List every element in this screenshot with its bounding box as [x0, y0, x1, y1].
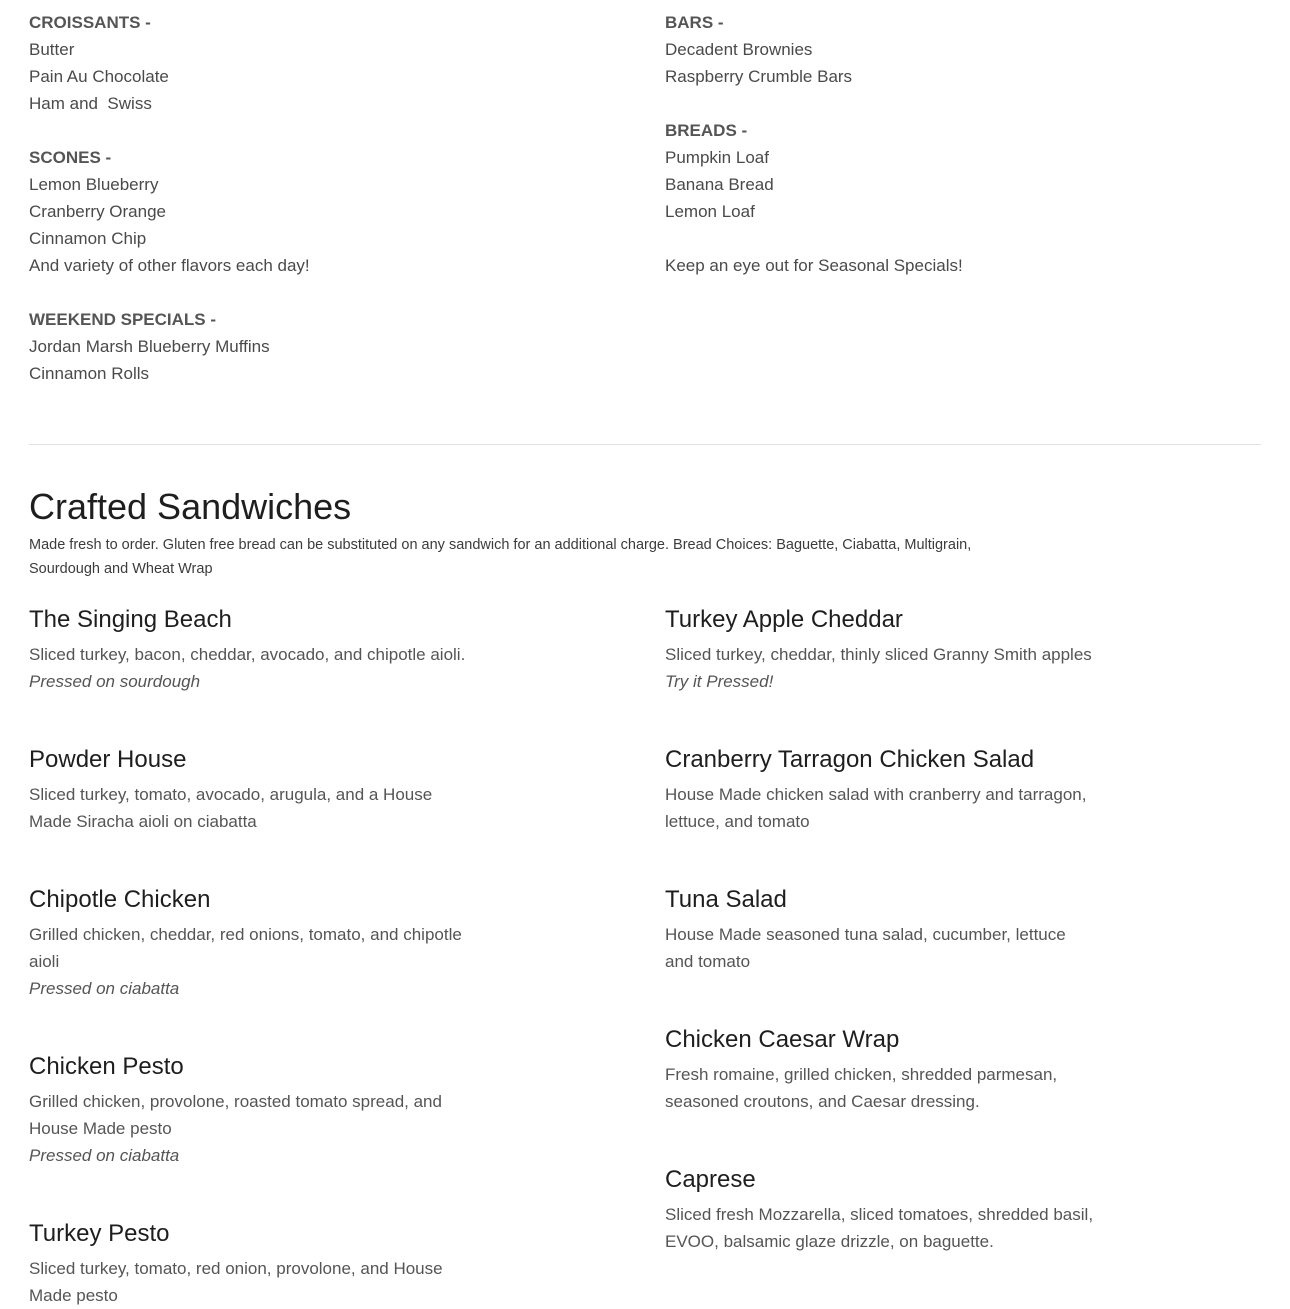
menu-item-caprese: [665, 1165, 1105, 1255]
menu-item-note: Pressed on ciabatta: [29, 979, 180, 998]
menu-item-description: Sliced fresh Mozzarella, sliced tomatoes, shredded basil, EVOO, balsamic glaze drizzle, on baguette.: [665, 1205, 1094, 1251]
menu-item-description: Sliced turkey, cheddar, thinly sliced Granny Smith apples: [665, 645, 1092, 664]
group-heading: SCONES -: [29, 148, 112, 167]
menu-item-chipotle-chicken: [29, 885, 469, 1002]
menu-item-description: Fresh romaine, grilled chicken, shredded parmesan, seasoned croutons, and Caesar dressing.: [665, 1065, 1058, 1111]
menu-item-powder-house: [29, 745, 469, 835]
list-item: Cinnamon Chip: [29, 229, 147, 248]
list-item: Decadent Brownies: [665, 40, 813, 59]
menu-item-cranberry-tarragon-chicken-salad: [665, 745, 1095, 835]
menu-item-name: Powder House: [29, 746, 187, 773]
menu-item-note: Try it Pressed!: [665, 672, 774, 691]
list-item: And variety of other flavors each day!: [29, 256, 310, 275]
menu-item-description: House Made chicken salad with cranberry and tarragon, lettuce, and tomato: [665, 785, 1087, 831]
list-item: Lemon Loaf: [665, 202, 755, 221]
group-heading: BARS -: [665, 13, 724, 32]
list-item: Pain Au Chocolate: [29, 67, 169, 86]
group-heading: CROISSANTS -: [29, 13, 151, 32]
menu-item-the-singing-beach: [29, 605, 469, 695]
menu-item-note: Pressed on sourdough: [29, 672, 201, 691]
menu-item-name: Cranberry Tarragon Chicken Salad: [665, 746, 1035, 773]
bakery-right-column: [665, 9, 963, 279]
menu-item-description: Sliced turkey, bacon, cheddar, avocado, and chipotle aioli.: [29, 645, 466, 664]
menu-item-note: Pressed on ciabatta: [29, 1146, 180, 1165]
seasonal-specials-note: Keep an eye out for Seasonal Specials!: [665, 256, 963, 275]
menu-item-tuna-salad: [665, 885, 1075, 975]
bakery-group-weekend-specials: [29, 306, 310, 387]
menu-item-chicken-caesar-wrap: [665, 1025, 1075, 1115]
list-item: Butter: [29, 40, 75, 59]
bakery-group-croissants: [29, 9, 310, 117]
menu-item-description: Grilled chicken, cheddar, red onions, tomato, and chipotle aioli: [29, 925, 462, 971]
menu-item-name: Turkey Pesto: [29, 1220, 170, 1247]
list-item: Cinnamon Rolls: [29, 364, 149, 383]
bakery-group-bars: [665, 9, 963, 90]
menu-item-name: The Singing Beach: [29, 606, 232, 633]
menu-item-name: Caprese: [665, 1166, 756, 1193]
section-divider: [29, 444, 1261, 445]
menu-item-name: Chipotle Chicken: [29, 886, 211, 913]
list-item: Banana Bread: [665, 175, 774, 194]
menu-item-description: House Made seasoned tuna salad, cucumber, lettuce and tomato: [665, 925, 1066, 971]
menu-item-name: Chicken Caesar Wrap: [665, 1026, 900, 1053]
list-item: Cranberry Orange: [29, 202, 167, 221]
menu-item-description: Sliced turkey, tomato, avocado, arugula, and a House Made Siracha aioli on ciabatta: [29, 785, 433, 831]
menu-item-name: Chicken Pesto: [29, 1053, 184, 1080]
list-item: Pumpkin Loaf: [665, 148, 769, 167]
group-heading: BREADS -: [665, 121, 748, 140]
list-item: Raspberry Crumble Bars: [665, 67, 853, 86]
section-intro: Made fresh to order. Gluten free bread can be substituted on any sandwich for an additional charge. Bread Choices: Baguette, Ciabatta, Multigrain, Sourdough and Wheat Wrap: [29, 537, 972, 577]
menu-item-turkey-apple-cheddar: [665, 605, 1115, 695]
bakery-group-breads: [665, 117, 963, 225]
bakery-group-scones: [29, 144, 310, 279]
list-item: Ham and Swiss: [29, 94, 152, 113]
bakery-left-column: [29, 9, 310, 414]
menu-item-description: Grilled chicken, provolone, roasted tomato spread, and House Made pesto: [29, 1092, 442, 1138]
list-item: Lemon Blueberry: [29, 175, 159, 194]
menu-item-chicken-pesto: [29, 1052, 469, 1169]
group-heading: WEEKEND SPECIALS -: [29, 310, 217, 329]
menu-item-name: Tuna Salad: [665, 886, 787, 913]
section-title: Crafted Sandwiches: [29, 486, 352, 527]
menu-item-description: Sliced turkey, tomato, red onion, provolone, and House Made pesto: [29, 1259, 443, 1305]
menu-item-name: Turkey Apple Cheddar: [665, 606, 903, 633]
list-item: Jordan Marsh Blueberry Muffins: [29, 337, 270, 356]
menu-item-turkey-pesto: [29, 1219, 469, 1309]
